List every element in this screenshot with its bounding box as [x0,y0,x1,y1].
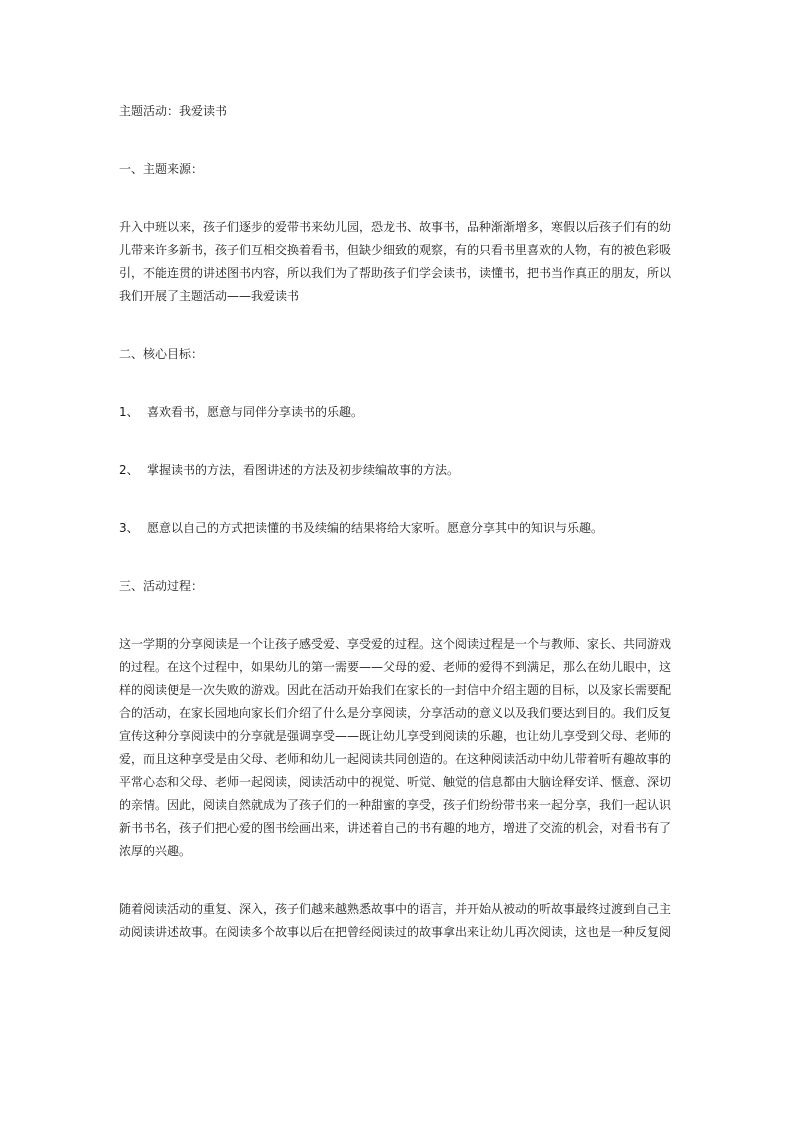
paragraph-line: 儿带来许多新书，孩子们互相交换着看书，但缺少细致的观察，有的只看书里喜欢的人物，有的被色彩吸 [119,243,672,257]
paragraph-line: 样的阅读便是一次失败的游戏。因此在活动开始我们在家长的一封信中介绍主题的目标，以及家长需要配 [119,683,672,697]
paragraph-line: 新书书名，孩子们把心爱的图书绘画出来，讲述着自己的书有趣的地方，增进了交流的机会，对看书有了 [119,821,672,835]
goal-item [119,401,679,424]
paragraph-line: 升入中班以来，孩子们逐步的爱带书来幼儿园，恐龙书、故事书，品种渐渐增多，寒假以后孩子们有的幼 [119,220,672,234]
paragraph-line: 这一学期的分享阅读是一个让孩子感受爱、享受爱的过程。这个阅读过程是一个与教师、家长、共同游戏 [119,637,672,651]
paragraph-line: 爱，而且这种享受是由父母、老师和幼儿一起阅读共同创造的。在这种阅读活动中幼儿带着听有趣故事的 [119,752,672,766]
paragraph-line: 引，不能连贯的讲述图书内容，所以我们为了帮助孩子们学会读书，读懂书，把书当作真正的朋友，所以 [119,266,672,280]
paragraph-line: 合的活动，在家长园地向家长们介绍了什么是分享阅读，分享活动的意义以及我们要达到目的。我们反复 [119,706,672,720]
goal-text: 愿意以自己的方式把读懂的书及续编的结果将给大家听。愿意分享其中的知识与乐趣。 [147,521,604,535]
paragraph-line: 平常心态和父母、老师一起阅读，阅读活动中的视觉、听觉、触觉的信息都由大脑诠释安详、惬意、深切 [119,775,672,789]
goal-text: 掌握读书的方法，看图讲述的方法及初步续编故事的方法。 [147,463,460,477]
paragraph-line: 浓厚的兴趣。 [119,844,192,858]
section3-paragraph-2 [119,898,679,944]
goal-item [119,517,679,540]
paragraph-line: 宣传这种分享阅读中的分享就是强调享受——既让幼儿享受到阅读的乐趣，也让幼儿享受到父母、老师的 [119,729,672,743]
paragraph-line: 的亲情。因此，阅读自然就成为了孩子们的一种甜蜜的享受，孩子们纷纷带书来一起分享，我们一起认识 [119,798,672,812]
goal-item [119,459,679,482]
section1-paragraph [119,216,679,308]
document-title: 主题活动：我爱读书 [119,104,228,118]
paragraph-line: 我们开展了主题活动——我爱读书 [119,289,300,303]
goal-text: 喜欢看书，愿意与同伴分享读书的乐趣。 [147,405,364,419]
goal-number: 1、 [119,405,139,419]
document-body [119,100,679,944]
section1-heading: 一、主题来源： [119,162,204,176]
paragraph-line: 动阅读讲述故事。在阅读多个故事以后在把曾经阅读过的故事拿出来让幼儿再次阅读，这也是一种反复阅 [119,925,672,939]
goal-number: 3、 [119,521,139,535]
section3-heading: 三、活动过程： [119,579,204,593]
section2-heading: 二、核心目标： [119,347,204,361]
section3-paragraph-1 [119,633,679,863]
paragraph-line: 的过程。在这个过程中，如果幼儿的第一需要——父母的爱、老师的爱得不到满足，那么在幼儿眼中，这 [119,660,672,674]
paragraph-line: 随着阅读活动的重复、深入，孩子们越来越熟悉故事中的语言，并开始从被动的听故事最终过渡到自己主 [119,902,672,916]
goal-number: 2、 [119,463,139,477]
